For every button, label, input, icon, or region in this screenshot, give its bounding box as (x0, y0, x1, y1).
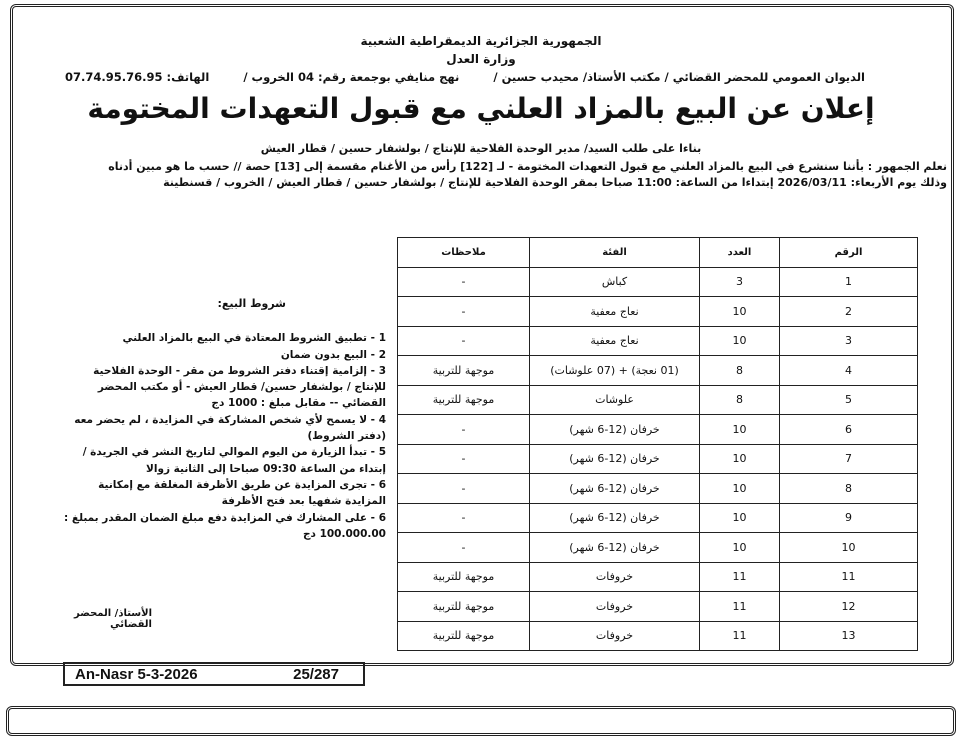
table-row (398, 533, 918, 563)
cell-notes: موجهة للتربية (398, 356, 530, 386)
table-row (398, 592, 918, 622)
ministry-heading: وزارة العدل (446, 52, 516, 66)
col-number: الرقم (780, 238, 918, 268)
cell-count: 8 (700, 385, 780, 415)
cell-notes: موجهة للتربية (398, 592, 530, 622)
cell-number: 13 (780, 621, 918, 651)
cell-category: نعاج معفية (530, 297, 700, 327)
cell-notes: - (398, 503, 530, 533)
cell-number: 8 (780, 474, 918, 504)
intro-line-3: وذلك يوم الأربعاء: 2026/03/11 إبتداءا من الساعة: 11:00 صباحا بمقر الوحدة الفلاحية للإنتاج / بولشفار حسين / قطار العيش / الخروب / قسنطينة (163, 176, 947, 189)
cell-count: 10 (700, 297, 780, 327)
table-row (398, 297, 918, 327)
ad-title: إعلان عن البيع بالمزاد العلني مع قبول التعهدات المختومة (87, 92, 875, 125)
cell-count: 3 (700, 267, 780, 297)
condition-item: 1 - تطبيق الشروط المعتادة في البيع بالمزاد العلني (122, 332, 386, 345)
table-row (398, 326, 918, 356)
cell-number: 1 (780, 267, 918, 297)
intro-line-1: بناءا على طلب السيد/ مدير الوحدة الفلاحية للإنتاج / بولشفار حسين / قطار العيش (260, 142, 702, 155)
cell-notes: - (398, 533, 530, 563)
cell-notes: - (398, 267, 530, 297)
table-row (398, 562, 918, 592)
cell-number: 2 (780, 297, 918, 327)
cell-number: 6 (780, 415, 918, 445)
cell-category: خروفات (530, 562, 700, 592)
next-ad-border (6, 706, 956, 736)
cell-count: 11 (700, 592, 780, 622)
cell-notes: موجهة للتربية (398, 562, 530, 592)
cell-count: 10 (700, 444, 780, 474)
cell-count: 10 (700, 415, 780, 445)
phone: الهاتف: 07.74.95.76.95 (65, 70, 210, 84)
condition-item: 6 - على المشارك في المزايدة دفع مبلغ الضمان المقدر بمبلغ : 100.000.00 دج (64, 511, 386, 540)
table-row (398, 621, 918, 651)
office-name: الديوان العمومي للمحضر القضائي / مكتب الأستاذ/ محيدب حسين / (493, 70, 865, 84)
cell-category: خرفان (12-6 شهر) (530, 474, 700, 504)
table-row (398, 356, 918, 386)
republic-heading: الجمهورية الجزائرية الديمقراطية الشعبية (360, 34, 602, 48)
intro-line-2: نعلم الجمهور : بأننا سنشرع في البيع بالمزاد العلني مع قبول التعهدات المختومة - لـ [122] رأس من الأغنام مقسمة إلى [13] حصة // حسب ما هو مبين أدناه (108, 160, 947, 173)
table-row (398, 474, 918, 504)
reference-number: 25/287 (293, 665, 339, 683)
cell-number: 4 (780, 356, 918, 386)
cell-count: 10 (700, 474, 780, 504)
cell-count: 11 (700, 562, 780, 592)
cell-notes: موجهة للتربية (398, 621, 530, 651)
cell-category: خرفان (12-6 شهر) (530, 415, 700, 445)
cell-number: 9 (780, 503, 918, 533)
col-notes: ملاحظات (398, 238, 530, 268)
cell-category: علوشات (530, 385, 700, 415)
cell-count: 11 (700, 621, 780, 651)
col-count: العدد (700, 238, 780, 268)
cell-category: خروفات (530, 621, 700, 651)
cell-notes: - (398, 297, 530, 327)
condition-item: 5 - تبدأ الزيارة من اليوم الموالي لتاريخ النشر في الجريدة / إبتداء من الساعة 09:30 صباحا إلى الثانية زوالا (82, 446, 386, 475)
office-address (65, 70, 865, 84)
cell-notes: - (398, 326, 530, 356)
cell-number: 7 (780, 444, 918, 474)
condition-item: 3 - إلزامية إقتناء دفتر الشروط من مقر - الوحدة الفلاحية للإنتاج / بولشفار حسين/ قطار العيش - أو مكتب المحضر القضائي -- مقابل مبلغ : 1000 دج (93, 364, 386, 410)
condition-item: 2 - البيع بدون ضمان (280, 348, 386, 361)
publication-footer (63, 662, 365, 686)
newspaper-date: An-Nasr 5-3-2026 (75, 665, 198, 683)
condition-item: 6 - تجرى المزايدة عن طريق الأظرفة المغلقة مع إمكانية المزايدة شفهيا بعد فتح الأظرفة (98, 478, 386, 508)
cell-count: 8 (700, 356, 780, 386)
table-row (398, 385, 918, 415)
signature: الأستاذ/ المحضر القضائي (74, 608, 152, 630)
table-header-row (398, 238, 918, 268)
lots-table (397, 237, 918, 651)
cell-count: 10 (700, 326, 780, 356)
cell-number: 11 (780, 562, 918, 592)
table-row (398, 415, 918, 445)
table-row (398, 503, 918, 533)
cell-category: خرفان (12-6 شهر) (530, 503, 700, 533)
cell-category: خرفان (12-6 شهر) (530, 533, 700, 563)
cell-notes: - (398, 415, 530, 445)
cell-number: 10 (780, 533, 918, 563)
cell-count: 10 (700, 503, 780, 533)
cell-notes: موجهة للتربية (398, 385, 530, 415)
table-row (398, 267, 918, 297)
cell-number: 12 (780, 592, 918, 622)
cell-category: خروفات (530, 592, 700, 622)
condition-item: 4 - لا يسمح لأي شخص المشاركة في المزايدة ، لم يحضر معه (دفتر الشروط) (74, 413, 386, 443)
cell-category: نعاج معفية (530, 326, 700, 356)
sale-conditions (62, 296, 386, 542)
cell-count: 10 (700, 533, 780, 563)
street-address: نهج منايفي بوجمعة رقم: 04 الخروب / (243, 70, 460, 84)
cell-notes: - (398, 444, 530, 474)
cell-number: 5 (780, 385, 918, 415)
table-row (398, 444, 918, 474)
cell-category: (01 نعجة) + (07 علوشات) (530, 356, 700, 386)
cell-number: 3 (780, 326, 918, 356)
col-category: الفئة (530, 238, 700, 268)
cell-notes: - (398, 474, 530, 504)
cell-category: خرفان (12-6 شهر) (530, 444, 700, 474)
cell-category: كباش (530, 267, 700, 297)
conditions-title: شروط البيع: (217, 297, 286, 310)
